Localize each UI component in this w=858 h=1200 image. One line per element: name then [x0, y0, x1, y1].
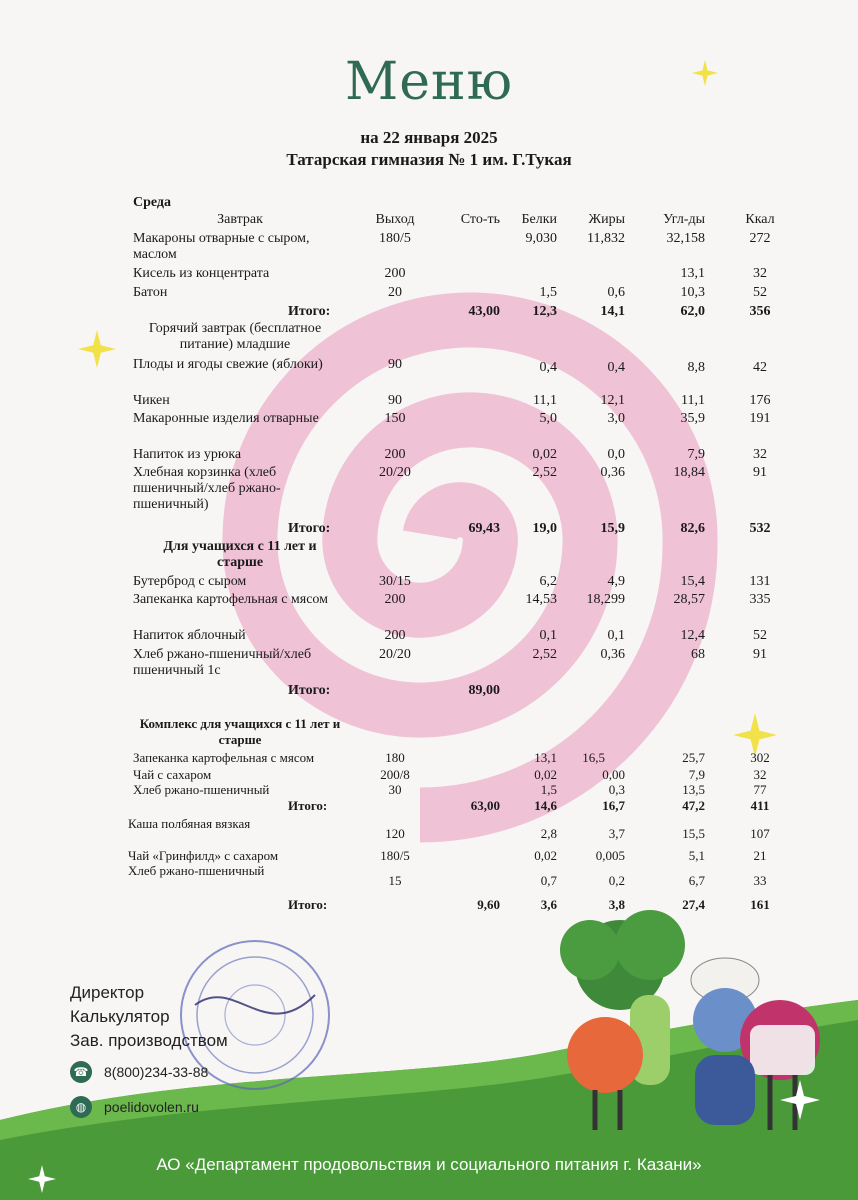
- dish-kcal: 131: [749, 574, 771, 589]
- dish-carbs: 32,158: [666, 231, 705, 246]
- dish-carbs: 25,7: [682, 750, 705, 765]
- dish-output: 180/5: [380, 848, 410, 863]
- dish-kcal: 21: [753, 848, 767, 863]
- col-cost: Сто-ть: [460, 212, 500, 227]
- total-cost: 89,00: [468, 683, 500, 698]
- dish-kcal: 52: [753, 628, 767, 643]
- total-carbs: 47,2: [682, 798, 705, 813]
- dish-output: 30/15: [379, 574, 411, 589]
- dish-fat: 0,2: [608, 873, 625, 888]
- dish-protein: 0,02: [534, 848, 557, 863]
- total-cost: 9,60: [477, 897, 500, 912]
- total-cost: 43,00: [468, 304, 500, 319]
- dish-name: Чай «Гринфилд» с сахаром: [128, 848, 279, 863]
- globe-icon: ◍: [70, 1096, 92, 1118]
- dish-fat: 12,1: [600, 393, 625, 408]
- organization-footer: АО «Департамент продовольствия и социального питания г. Казани»: [156, 1155, 702, 1174]
- dish-output: 180/5: [379, 231, 411, 246]
- dish-protein: 13,1: [534, 750, 557, 765]
- col-fat: Жиры: [588, 212, 625, 227]
- dish-protein: 2,8: [540, 826, 557, 841]
- dish-carbs: 13,5: [682, 782, 705, 797]
- total-label: Итого:: [288, 798, 328, 813]
- total-protein: 12,3: [532, 304, 557, 319]
- total-kcal: 356: [749, 304, 771, 319]
- dish-protein: 2,52: [532, 465, 557, 480]
- total-cost: 69,43: [468, 521, 500, 536]
- sparkle-icon: [780, 1080, 820, 1120]
- dish-output: 200: [384, 628, 406, 643]
- dish-carbs: 18,84: [673, 465, 705, 480]
- dish-output: 200: [384, 266, 406, 281]
- total-cost: 63,00: [470, 798, 500, 813]
- dish-protein: 14,53: [525, 592, 557, 607]
- website-link: poelidovolen.ru: [104, 1099, 199, 1115]
- dish-carbs: 13,1: [680, 266, 705, 281]
- dish-name: Чикен: [133, 393, 170, 408]
- director-label: Директор: [70, 983, 145, 1002]
- dish-output: 200: [384, 447, 406, 462]
- dish-protein: 0,7: [540, 873, 557, 888]
- dish-fat: 0,36: [600, 465, 625, 480]
- dish-carbs: 7,9: [687, 447, 705, 462]
- dish-kcal: 272: [749, 231, 771, 246]
- dish-name: Плоды и ягоды свежие (яблоки): [133, 357, 323, 372]
- dish-name: Чай с сахаром: [133, 767, 212, 782]
- dish-name: Напиток яблочный: [133, 628, 246, 643]
- dish-fat: 0,005: [595, 848, 625, 863]
- school-name: Татарская гимназия № 1 им. Г.Тукая: [286, 150, 572, 169]
- dish-carbs: 68: [691, 647, 705, 662]
- total-fat: 3,8: [608, 897, 625, 912]
- dish-protein: 0,02: [532, 447, 557, 462]
- dish-output: 90: [388, 357, 402, 372]
- col-carbs: Угл-ды: [663, 212, 705, 227]
- dish-kcal: 107: [750, 826, 770, 841]
- dish-output: 120: [385, 826, 405, 841]
- star-icon: [78, 330, 116, 368]
- dish-output: 15: [388, 873, 402, 888]
- page-title: Меню: [345, 52, 513, 112]
- dish-fat: 0,4: [607, 360, 625, 375]
- dish-protein: 2,52: [532, 647, 557, 662]
- dish-carbs: 7,9: [688, 767, 705, 782]
- dish-name: Каша полбяная вязкая: [128, 816, 251, 831]
- dish-name: Хлеб ржано-пшеничный: [133, 782, 270, 797]
- dish-name: Кисель из концентрата: [133, 266, 270, 281]
- dish-protein: 0,4: [539, 360, 557, 375]
- total-protein: 14,6: [534, 798, 557, 813]
- dish-kcal: 32: [753, 447, 767, 462]
- menu-date: на 22 января 2025: [360, 128, 498, 147]
- dish-fat: 4,9: [607, 574, 625, 589]
- dish-output: 150: [384, 411, 406, 426]
- dish-protein: 0,1: [539, 628, 557, 643]
- dish-name: Хлебная корзинка (хлеб пшеничный/хлеб ржано-пшеничный): [133, 465, 281, 512]
- total-kcal: 532: [749, 521, 771, 536]
- production-head-label: Зав. производством: [70, 1031, 228, 1050]
- dish-carbs: 6,7: [688, 873, 705, 888]
- dish-carbs: 15,4: [680, 574, 705, 589]
- dish-kcal: 91: [753, 647, 767, 662]
- total-fat: 15,9: [600, 521, 625, 536]
- total-kcal: 411: [750, 798, 770, 813]
- dish-kcal: 77: [753, 782, 767, 797]
- dish-protein: 1,5: [540, 782, 557, 797]
- dish-fat: 18,299: [586, 592, 625, 607]
- dish-fat: 0,6: [607, 285, 625, 300]
- dish-fat: 0,1: [607, 628, 625, 643]
- dish-name: Напиток из урюка: [133, 447, 242, 462]
- phone-number: 8(800)234-33-88: [104, 1064, 209, 1080]
- dish-output: 20/20: [379, 465, 411, 480]
- dish-output: 20/20: [379, 647, 411, 662]
- col-protein: Белки: [521, 212, 557, 227]
- total-fat: 16,7: [602, 798, 625, 813]
- dish-output: 20: [388, 285, 402, 300]
- dish-fat: 0,00: [602, 767, 625, 782]
- total-label: Итого:: [288, 521, 331, 536]
- dish-name: Макаронные изделия отварные: [133, 411, 319, 426]
- dish-fat: 3,7: [608, 826, 625, 841]
- dish-fat: 0,36: [600, 647, 625, 662]
- section-title: Для учащихся с 11 лет и старше: [163, 539, 317, 570]
- total-label: Итого:: [288, 897, 328, 912]
- calculator-label: Калькулятор: [70, 1007, 170, 1026]
- dish-output: 30: [388, 782, 402, 797]
- dish-carbs: 11,1: [681, 393, 705, 408]
- dish-protein: 6,2: [539, 574, 557, 589]
- dish-carbs: 8,8: [687, 360, 705, 375]
- dish-name: Батон: [133, 285, 168, 300]
- dish-name: Макароны отварные с сыром, маслом: [133, 231, 310, 262]
- dish-kcal: 33: [753, 873, 767, 888]
- total-protein: 19,0: [532, 521, 557, 536]
- dish-fat: 0,0: [607, 447, 625, 462]
- dish-protein: 5,0: [539, 411, 557, 426]
- total-kcal: 161: [750, 897, 770, 912]
- dish-protein: 9,030: [525, 231, 557, 246]
- dish-carbs: 15,5: [682, 826, 705, 841]
- dish-output: 200: [384, 592, 406, 607]
- dish-output: 90: [388, 393, 402, 408]
- dish-protein: 0,02: [534, 767, 557, 782]
- total-carbs: 82,6: [680, 521, 705, 536]
- dish-carbs: 5,1: [688, 848, 705, 863]
- dish-output: 180: [385, 750, 405, 765]
- dish-protein: 11,1: [533, 393, 557, 408]
- dish-fat: 3,0: [607, 411, 625, 426]
- dish-name: Запеканка картофельная с мясом: [133, 750, 315, 765]
- dish-kcal: 91: [753, 465, 767, 480]
- dish-kcal: 42: [753, 360, 767, 375]
- dish-kcal: 191: [749, 411, 771, 426]
- dish-kcal: 32: [753, 767, 767, 782]
- dish-carbs: 28,57: [673, 592, 705, 607]
- dish-carbs: 35,9: [680, 411, 705, 426]
- dish-kcal: 302: [750, 750, 770, 765]
- col-output: Выход: [375, 212, 415, 227]
- dish-fat: 11,832: [587, 231, 625, 246]
- phone-icon: ☎: [70, 1061, 92, 1083]
- dish-carbs: 10,3: [680, 285, 705, 300]
- dish-kcal: 176: [749, 393, 771, 408]
- total-protein: 3,6: [540, 897, 557, 912]
- total-carbs: 27,4: [682, 897, 705, 912]
- total-carbs: 62,0: [680, 304, 705, 319]
- dish-name: Хлеб ржано-пшеничный/хлеб пшеничный 1с: [133, 647, 312, 678]
- dish-kcal: 52: [753, 285, 767, 300]
- total-fat: 14,1: [600, 304, 625, 319]
- dish-kcal: 335: [749, 592, 771, 607]
- dish-protein: 1,5: [539, 285, 557, 300]
- phone-contact[interactable]: [70, 1061, 208, 1083]
- dish-kcal: 32: [753, 266, 767, 281]
- col-meal: Завтрак: [217, 212, 263, 227]
- dish-carbs: 12,4: [680, 628, 705, 643]
- total-label: Итого:: [288, 683, 331, 698]
- section-title: Горячий завтрак (бесплатное питание) младшие: [148, 321, 322, 352]
- weekday: Среда: [133, 195, 172, 210]
- col-kcal: Ккал: [745, 212, 775, 227]
- total-label: Итого:: [288, 304, 331, 319]
- section-title: Комплекс для учащихся с 11 лет и старше: [139, 716, 341, 747]
- dish-name: Бутерброд с сыром: [133, 574, 247, 589]
- dish-name: Хлеб ржано-пшеничный: [128, 863, 265, 878]
- dish-fat: 16,5: [582, 750, 605, 765]
- website-contact[interactable]: [70, 1096, 199, 1118]
- dish-fat: 0,3: [608, 782, 625, 797]
- dish-name: Запеканка картофельная с мясом: [133, 592, 329, 607]
- dish-output: 200/8: [380, 767, 410, 782]
